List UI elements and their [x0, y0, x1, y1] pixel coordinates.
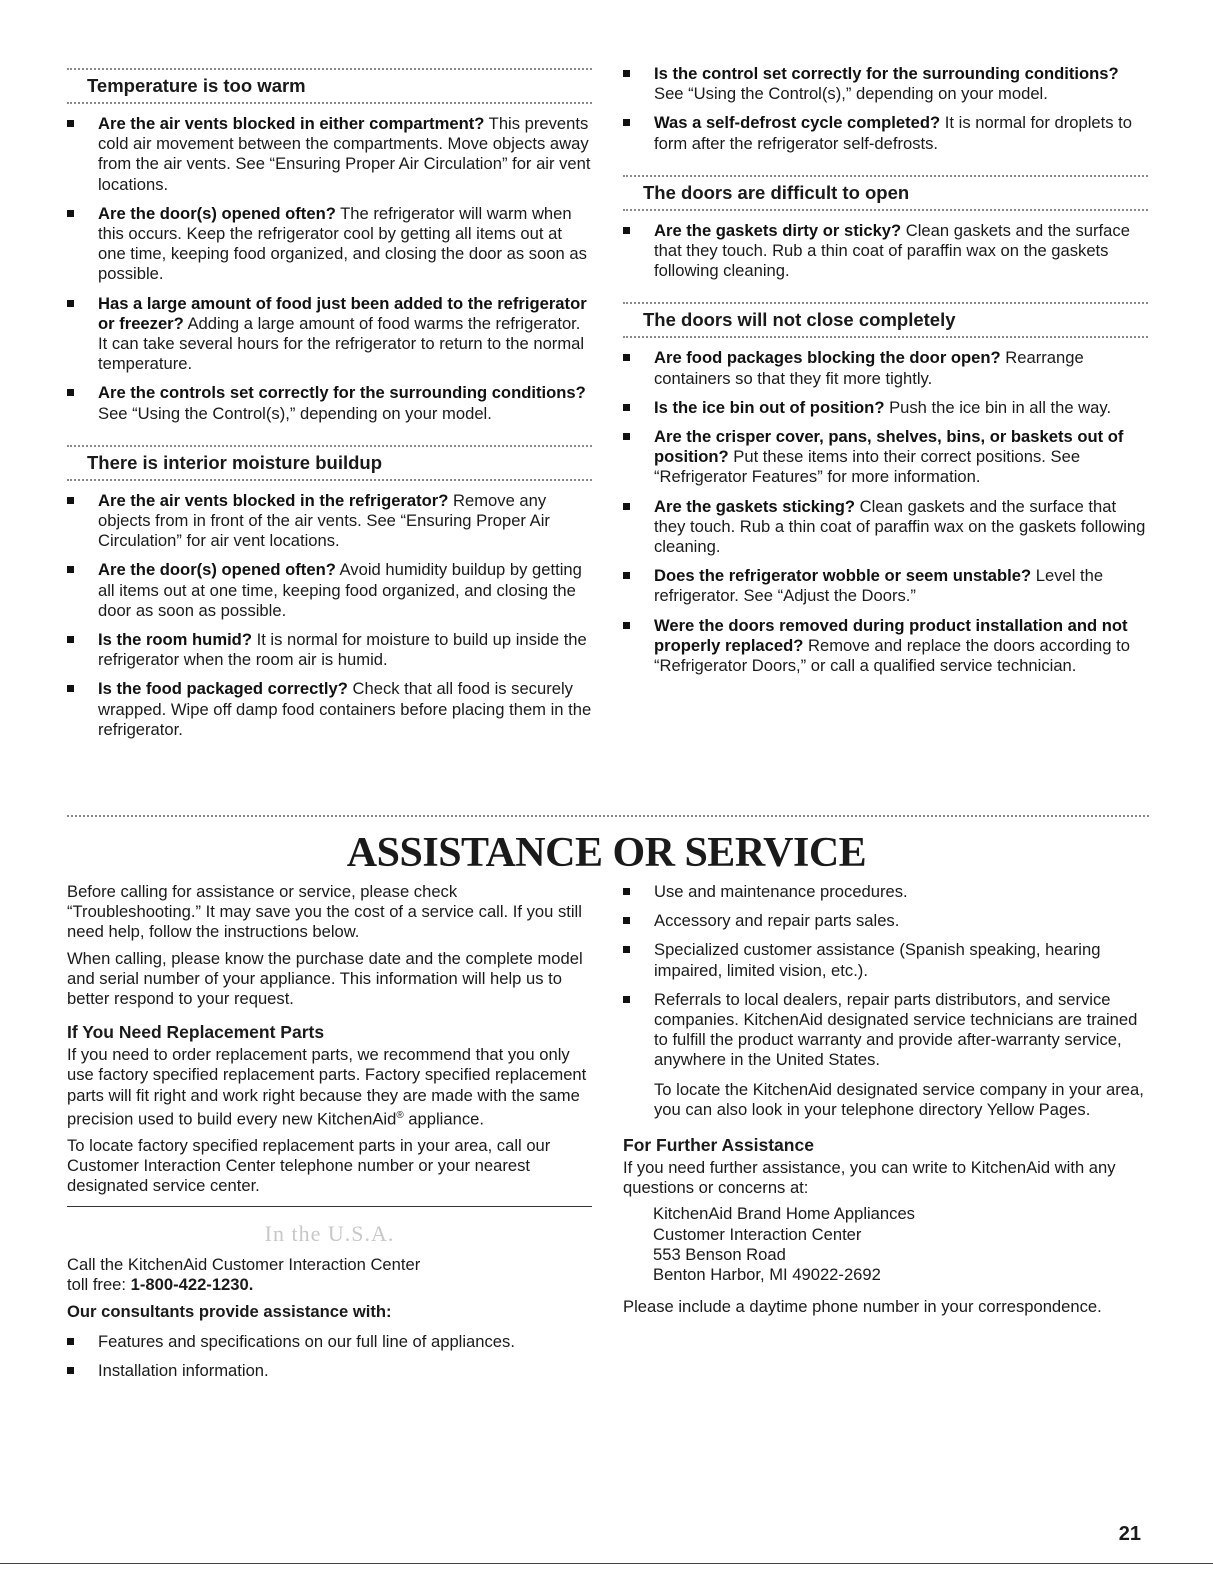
address-line: Customer Interaction Center [653, 1224, 862, 1244]
temperature-list [67, 114, 592, 424]
consultants-list-continued [623, 882, 1148, 1071]
address-line: Benton Harbor, MI 49022-2692 [653, 1265, 881, 1285]
page-title: ASSISTANCE OR SERVICE [346, 830, 867, 876]
list-item: Are the air vents blocked in either compartment? This prevents cold air movement between the compartments. Move objects away from the air vents. See “Ensuring Proper Air Circulation” for air vent locations. [67, 114, 592, 195]
list-item: Are the door(s) opened often? Avoid humidity buildup by getting all items out at one time, keeping food organized, and closing the door as soon as possible. [67, 560, 592, 621]
further-assistance-paragraph: If you need further assistance, you can write to KitchenAid with any questions or concerns at: [623, 1158, 1116, 1198]
list-item: Referrals to local dealers, repair parts distributors, and service companies. KitchenAid designated service technicians are trained to fulfill the product warranty and provide after-warranty service, anywhere in the United States. [623, 990, 1148, 1071]
consultants-heading: Our consultants provide assistance with: [67, 1301, 392, 1321]
list-item: Was a self-defrost cycle completed? It is normal for droplets to form after the refrigerator self-defrosts. [623, 113, 1148, 153]
list-item: Are food packages blocking the door open? Rearrange containers so that they fit more tightly. [623, 348, 1148, 388]
bottom-rule [0, 1563, 1213, 1564]
list-item: Is the control set correctly for the surrounding conditions? See “Using the Control(s),” depending on your model. [623, 64, 1148, 104]
list-item: Are the controls set correctly for the surrounding conditions? See “Using the Control(s),” depending on your model. [67, 383, 592, 423]
closing-paragraph: Please include a daytime phone number in your correspondence. [623, 1297, 1102, 1317]
consultants-list [67, 1332, 592, 1381]
intro-paragraph: Before calling for assistance or service, please check “Troubleshooting.” It may save you the cost of a service call. If you still need help, follow the instructions below. [67, 882, 582, 942]
right-column-troubleshooting [623, 60, 1148, 685]
section-divider [623, 209, 1148, 211]
right-column-assistance [623, 882, 1148, 1323]
left-column-assistance [67, 882, 592, 1390]
list-item: Is the room humid? It is normal for moisture to build up inside the refrigerator when the room air is humid. [67, 630, 592, 670]
list-item: Features and specifications on our full line of appliances. [67, 1332, 592, 1352]
section-divider [623, 336, 1148, 338]
section-divider [67, 479, 592, 481]
section-divider [623, 175, 1148, 177]
section-title-difficult-open: The doors are difficult to open [643, 181, 910, 203]
further-assistance-heading: For Further Assistance [623, 1135, 814, 1156]
list-item: Is the food packaged correctly? Check that all food is securely wrapped. Wipe off damp food containers before placing them in the refrigerator. [67, 679, 592, 740]
not-close-list [623, 348, 1148, 676]
list-item: Has a large amount of food just been added to the refrigerator or freezer? Adding a large amount of food warms the refrigerator. It can take several hours for the refrigerator to return to the normal temperature. [67, 294, 592, 375]
left-column-troubleshooting [67, 68, 592, 749]
phone-number: 1-800-422-1230. [130, 1275, 254, 1295]
list-item: Does the refrigerator wobble or seem unstable? Level the refrigerator. See “Adjust the Doors.” [623, 566, 1148, 606]
list-item: Use and maintenance procedures. [623, 882, 1148, 902]
list-item: Is the ice bin out of position? Push the ice bin in all the way. [623, 398, 1148, 418]
list-item: Are the crisper cover, pans, shelves, bins, or baskets out of position? Put these items into their correct positions. See “Refrigerator Features” for more information. [623, 427, 1148, 488]
list-item: Are the door(s) opened often? The refrigerator will warm when this occurs. Keep the refrigerator cool by getting all items out at one time, keeping food organized, and closing the door as soon as possible. [67, 204, 592, 285]
section-rule [67, 1206, 592, 1207]
section-title-moisture: There is interior moisture buildup [87, 451, 383, 473]
list-item: Were the doors removed during product installation and not properly replaced? Remove and replace the doors according to “Refrigerator Doors,” or call a qualified service technician. [623, 616, 1148, 677]
list-item: Are the gaskets sticking? Clean gaskets and the surface that they touch. Rub a thin coat of paraffin wax on the gaskets following cleaning. [623, 497, 1148, 558]
section-divider [67, 68, 592, 70]
list-item: Specialized customer assistance (Spanish speaking, hearing impaired, limited vision, etc.). [623, 940, 1148, 980]
page-divider [67, 815, 1149, 817]
replacement-parts-paragraph: If you need to order replacement parts, we recommend that you only use factory specified replacement parts. Factory specified replacement parts will fit right and work right because they are made with the same precision used to build every new KitchenAid® appliance. [67, 1045, 587, 1129]
address-line: 553 Benson Road [653, 1244, 786, 1264]
call-line: Call the KitchenAid Customer Interaction Center [67, 1255, 421, 1275]
toll-free-line: toll free: 1-800-422-1230. [67, 1275, 254, 1295]
replacement-parts-paragraph: To locate factory specified replacement parts in your area, call our Customer Interaction Center telephone number or your nearest designated service center. [67, 1135, 551, 1195]
locate-paragraph: To locate the KitchenAid designated service company in your area, you can also look in your telephone directory Yellow Pages. [654, 1079, 1144, 1119]
usa-heading: In the U.S.A. [264, 1221, 395, 1247]
temperature-list-continued [623, 64, 1148, 154]
list-item: Accessory and repair parts sales. [623, 911, 1148, 931]
moisture-list [67, 491, 592, 740]
section-divider [623, 302, 1148, 304]
section-title-not-close: The doors will not close completely [643, 309, 956, 331]
intro-paragraph: When calling, please know the purchase date and the complete model and serial number of your appliance. This information will help us to better respond to your request. [67, 948, 583, 1009]
list-item: Installation information. [67, 1361, 592, 1381]
difficult-open-list [623, 221, 1148, 282]
list-item: Are the gaskets dirty or sticky? Clean gaskets and the surface that they touch. Rub a thin coat of paraffin wax on the gaskets following cleaning. [623, 221, 1148, 282]
mailing-address [623, 1204, 1148, 1285]
section-divider [67, 445, 592, 447]
page-number: 21 [1118, 1523, 1141, 1545]
section-title-temperature: Temperature is too warm [87, 75, 306, 96]
address-line: KitchenAid Brand Home Appliances [653, 1204, 915, 1224]
list-item: Are the air vents blocked in the refrigerator? Remove any objects from in front of the air vents. See “Ensuring Proper Air Circulation” for air vent locations. [67, 491, 592, 552]
replacement-parts-heading: If You Need Replacement Parts [67, 1022, 325, 1043]
section-divider [67, 102, 592, 104]
